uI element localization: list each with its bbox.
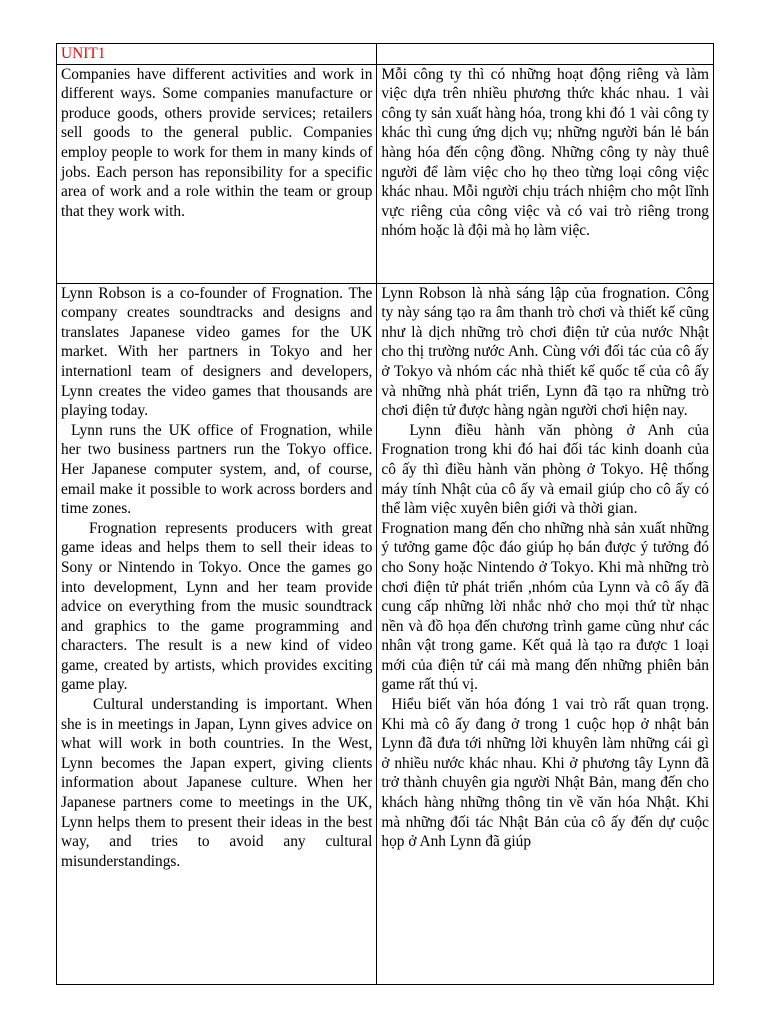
vietnamese-paragraph-3: Frognation mang đến cho những nhà sản xuất những ý tưởng game độc đáo giúp họ bán được ý tưởng đó cho Sony hoặc Nintendo ở Tokyo. Khi mà những trò chơi điện tử phát triển ,nhóm của Lynn và cô ấy đã cung cấp những lời nhắc nhở cho mọi thứ từ nhạc nền và đồ họa đến chương trình game cũng như các nhân vật trong game. Kết quả là tạo ra được 1 loại mới của điện tử cái mà mang đến những phiên bản game rất thú vị. — [381, 519, 709, 694]
bilingual-table — [56, 43, 714, 985]
header-row — [57, 44, 714, 65]
unit-title: UNIT1 — [61, 45, 106, 62]
english-paragraph-1: Lynn Robson is a co-founder of Frognation. The company creates soundtracks and designs and translates Japanese video games for the UK market. With her partners in Tokyo and her internationl team of designers and developers, Lynn creates the video games that thousands are playing today. — [61, 284, 373, 420]
intro-vietnamese-cell — [377, 64, 714, 283]
english-paragraph-2: Lynn runs the UK office of Frognation, while her two business partners run the Tokyo office. Her Japanese computer system, and, of course, email make it possible to work across borders and time zones. — [61, 421, 373, 518]
vietnamese-paragraph-1: Lynn Robson là nhà sáng lập của frognation. Công ty này sáng tạo ra âm thanh trò chơi và thiết kế cũng như là dịch những trò chơi điện tử của nước Nhật cho thị trường nước Anh. Cùng với đối tác của cô ấy ở Tokyo và nhóm các nhà thiết kế quốc tế của cô ấy và những nhà phát triển, Lynn đã tạo ra những trò chơi điện tử được hàng ngàn người chơi hiện nay. — [381, 284, 709, 420]
intro-english-cell — [57, 64, 377, 283]
vietnamese-paragraph-2: Lynn điều hành văn phòng ở Anh của Frognation trong khi đó hai đối tác kinh doanh của cô ấy thì điều hành văn phòng ở Tokyo. Hệ thống máy tính Nhật của cô ấy và email giúp cho cô ấy có thể làm việc xuyên biên giới và thời gian. — [381, 421, 709, 518]
english-paragraph-4: Cultural understanding is important. When she is in meetings in Japan, Lynn gives advice on what will work in both countries. In the West, Lynn becomes the Japan expert, giving clients information about Japanese culture. When her Japanese partners come to meetings in the UK, Lynn helps them to present their ideas in the best way, and tries to avoid any cultural misunderstandings. — [61, 696, 373, 870]
english-paragraph-3: Frognation represents producers with great game ideas and helps them to sell their ideas to Sony or Nintendo in Tokyo. Once the games go into development, Lynn and her team provide advice on everything from the music soundtrack and graphics to the game programming and characters. The result is a new kind of video game, created by artists, which provides exciting game play. — [61, 519, 373, 694]
story-vietnamese-cell — [377, 283, 714, 984]
unit-title-cell — [57, 44, 377, 65]
intro-vietnamese-text: Mỗi công ty thì có những hoạt động riêng và làm việc dựa trên nhiều phương thức khác nhau. 1 vài công ty sản xuất hàng hóa, trong khi đó 1 vài công ty khác thì cung ứng dịch vụ; những người bán lẻ bán hàng hóa đến cộng đồng. Những công ty này thuê người để làm việc cho họ theo từng loại công việc khác nhau. Mỗi người chịu trách nhiệm cho một lĩnh vực riêng của công việc và có vai trò riêng trong nhóm hoặc là đội mà họ làm việc. — [381, 65, 709, 240]
vietnamese-paragraph-4: Hiểu biết văn hóa đóng 1 vai trò rất quan trọng. Khi mà cô ấy đang ở trong 1 cuộc họp ở nhật bản Lynn đã đưa tới những lời khuyên làm những cái gì ở nhiều nước khác nhau. Khi ở phương tây Lynn đã trở thành chuyên gia người Nhật Bản, mang đến cho khách hàng những thông tin về văn hóa Nhật. Khi mà những đối tác Nhật Bản của cô ấy đến dự cuộc họp ở Anh Lynn đã giúp — [381, 696, 709, 851]
story-english-cell — [57, 283, 377, 984]
intro-english-text: Companies have different activities and work in different ways. Some companies manufacture or produce goods, others provide services; retailers sell goods to the general public. Companies employ people to work for them in many kinds of jobs. Each person has reponsibility for a specific area of work and a role within the team or group that they work with. — [61, 65, 373, 220]
header-empty-cell — [377, 44, 714, 65]
story-row — [57, 283, 714, 984]
intro-row — [57, 64, 714, 283]
